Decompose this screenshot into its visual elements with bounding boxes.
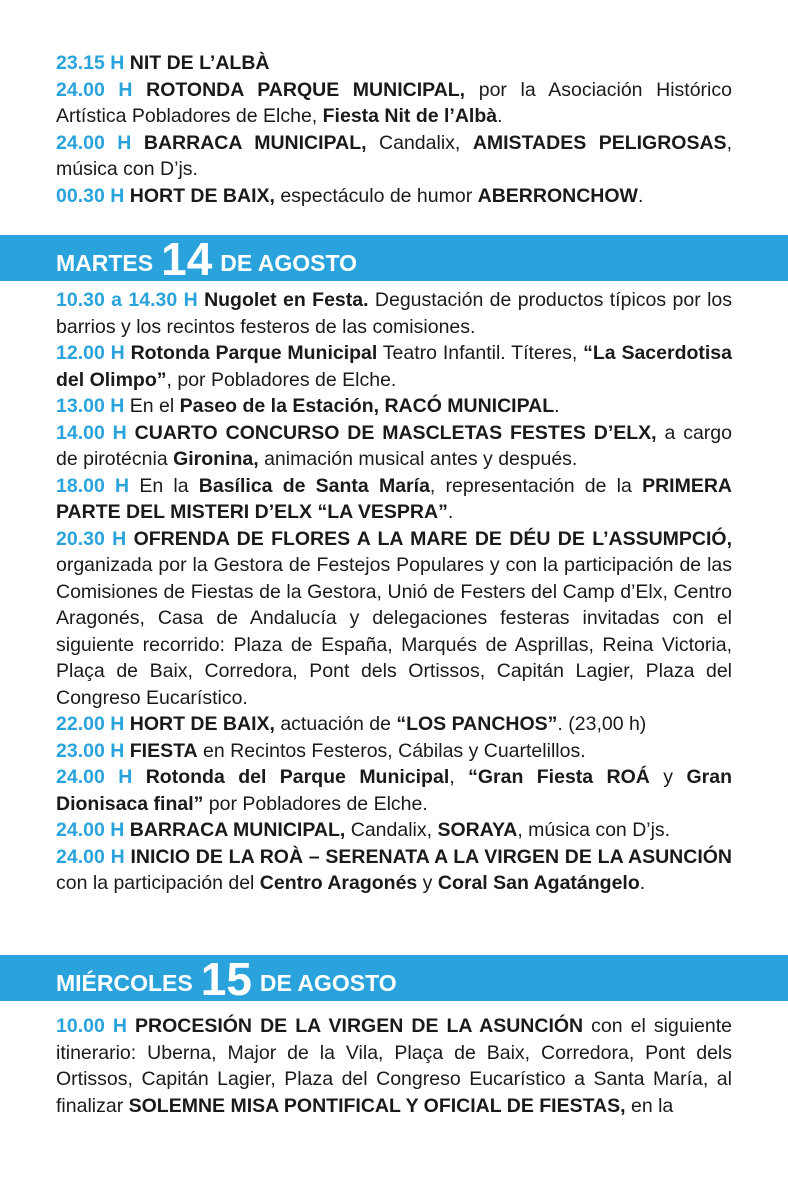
entry-highlight: BARRACA MUNICIPAL, — [129, 819, 346, 841]
entry-list-day-14 — [56, 287, 732, 897]
entry-time: 10.00 H — [56, 1015, 127, 1037]
entry-time: 12.00 H — [56, 342, 125, 364]
program-entry — [56, 844, 732, 897]
entry-text: con el siguiente itinerario: Uberna, Major de la Vila, Plaça de Baix, Corredora, Pont dels Ortissos, Capitán Lagier, Plaza del Congreso Eucarístico a Santa María, al finalizar — [56, 1015, 732, 1117]
entry-time: 20.30 H — [56, 527, 127, 550]
entry-highlight: “LOS PANCHOS” — [396, 713, 558, 735]
entry-text: a cargo de pirotécnia — [56, 421, 732, 470]
entry-time: 13.00 H — [56, 395, 125, 417]
entry-highlight: Rotonda del Parque Municipal — [145, 766, 450, 788]
entry-text: , música con D’js. — [56, 131, 732, 180]
entry-time: 14.00 H — [56, 421, 127, 444]
entry-time: 18.00 H — [56, 474, 130, 497]
entry-text: , representación de la — [429, 474, 643, 497]
entry-highlight: Fiesta Nit de l’Albà — [322, 105, 498, 127]
entry-text: En la — [139, 474, 199, 497]
entry-highlight: PROCESIÓN DE LA VIRGEN DE LA ASUNCIÓN — [135, 1015, 584, 1037]
entry-highlight: PRIMERA PARTE DEL MISTERI D’ELX “LA VESPRA” — [56, 474, 732, 523]
program-entry — [56, 50, 732, 77]
entry-text: por Pobladores de Elche. — [203, 792, 428, 815]
program-entry — [56, 340, 732, 393]
entry-time: 10.30 a 14.30 H — [56, 289, 198, 311]
entry-text: , por Pobladores de Elche. — [166, 368, 397, 391]
day-header-14 — [0, 233, 788, 285]
entry-text: por la Asociación Histórico Artística Pobladores de Elche, — [56, 78, 732, 127]
entry-highlight: CUARTO CONCURSO DE MASCLETAS FESTES D’ELX, — [134, 421, 657, 444]
program-entry — [56, 393, 732, 420]
program-entry — [56, 183, 732, 210]
entry-highlight: Coral San Agatángelo — [437, 872, 640, 894]
entry-highlight: Gironina, — [173, 448, 259, 470]
entry-text: . — [554, 395, 560, 417]
entry-highlight: ABERRONCHOW — [477, 184, 638, 207]
entry-text: . — [639, 872, 646, 894]
entry-text: . — [637, 184, 644, 207]
entry-highlight: Basílica de Santa María — [198, 474, 430, 497]
day-number: 15 — [200, 953, 252, 1005]
entry-time: 23.15 H — [56, 52, 125, 74]
entry-highlight: FIESTA — [129, 739, 198, 762]
entry-highlight: Centro Aragonés — [259, 872, 418, 894]
entry-highlight: AMISTADES PELIGROSAS — [472, 131, 727, 154]
entry-highlight: INICIO DE LA ROÀ – SERENATA A LA VIRGEN DE LA ASUNCIÓN — [130, 845, 732, 868]
entry-highlight: “Gran Fiesta ROÁ — [468, 766, 650, 788]
entry-text: actuación de — [274, 713, 397, 735]
entry-text: Candalix, — [345, 819, 438, 841]
entry-time: 24.00 H — [56, 845, 125, 868]
program-entry — [56, 473, 732, 526]
entry-text: , — [449, 766, 469, 788]
entry-time: 24.00 H — [56, 766, 133, 788]
entry-list-early — [56, 50, 732, 209]
entry-highlight: BARRACA MUNICIPAL, — [143, 131, 367, 154]
entry-highlight: Paseo de la Estación, RACÓ MUNICIPAL — [179, 395, 555, 417]
entry-text: animación musical antes y después. — [258, 448, 578, 470]
entry-text: Degustación de productos típicos por los barrios y los recintos festeros de las comisiones. — [56, 289, 733, 338]
day-weekday: MARTES — [56, 250, 154, 276]
program-entry — [56, 764, 732, 817]
program-entry — [56, 738, 732, 765]
day-weekday: MIÉRCOLES — [56, 970, 193, 996]
program-entry — [56, 420, 732, 473]
program-entry — [56, 130, 732, 183]
program-entry — [56, 1013, 732, 1119]
entry-highlight: Rotonda Parque Municipal — [130, 342, 378, 364]
entry-highlight: SOLEMNE MISA PONTIFICAL Y OFICIAL DE FIESTAS, — [128, 1094, 626, 1117]
entry-highlight: HORT DE BAIX, — [129, 713, 275, 735]
entry-highlight: NIT DE L’ALBÀ — [129, 52, 270, 74]
entry-text: . — [497, 105, 503, 127]
entry-highlight: OFRENDA DE FLORES A LA MARE DE DÉU DE L’ASSUMPCIÓ, — [133, 527, 732, 550]
entry-text: , música con D’js. — [517, 819, 671, 841]
entry-highlight: Nugolet en Festa. — [204, 289, 369, 311]
entry-text: En el — [129, 395, 180, 417]
entry-list-day-15 — [56, 1013, 732, 1119]
entry-time: 22.00 H — [56, 713, 125, 735]
program-entry — [56, 77, 732, 130]
entry-text: Teatro Infantil. Títeres, — [377, 342, 584, 364]
entry-highlight: SORAYA — [437, 819, 518, 841]
entry-time: 23.00 H — [56, 739, 125, 762]
entry-text: espectáculo de humor — [274, 184, 478, 207]
entry-text: . (23,00 h) — [557, 713, 647, 735]
entry-highlight: HORT DE BAIX, — [129, 184, 275, 207]
entry-time: 24.00 H — [56, 131, 132, 154]
program-entry — [56, 526, 732, 712]
entry-highlight: “La Sacerdotisa del Olimpo” — [56, 342, 732, 391]
entry-text: en Recintos Festeros, Cábilas y Cuartelillos. — [197, 739, 586, 762]
day-header-15 — [0, 953, 788, 1005]
entry-time: 24.00 H — [56, 78, 133, 101]
entry-text: y — [649, 766, 687, 788]
entry-time: 24.00 H — [56, 819, 125, 841]
entry-text: en la — [625, 1094, 674, 1117]
entry-text: y — [417, 872, 438, 894]
program-entry — [56, 817, 732, 844]
entry-text: con la participación del — [56, 872, 260, 894]
entry-text: . — [447, 501, 454, 523]
entry-highlight: Gran Dionisaca final” — [56, 766, 732, 815]
entry-highlight: ROTONDA PARQUE MUNICIPAL, — [146, 78, 466, 101]
day-month: DE AGOSTO — [259, 970, 397, 996]
entry-text: Candalix, — [366, 131, 473, 154]
program-entry — [56, 287, 732, 340]
entry-text: organizada por la Gestora de Festejos Populares y con la participación de las Comisiones de Fiestas de la Gestora, Unió de Festers del Camp d’Elx, Centro Aragonés, Casa de Andalucía y delegaciones festeras invitadas con el siguiente recorrido: Plaza de España, Marqués de Asprillas, Reina Victoria, Plaça de Baix, Corredora, Pont dels Ortissos, Capitán Lagier, Plaza del Congreso Eucarístico. — [56, 554, 732, 709]
day-number: 14 — [161, 233, 213, 285]
program-entry — [56, 711, 732, 738]
entry-time: 00.30 H — [56, 184, 125, 207]
day-month: DE AGOSTO — [220, 250, 358, 276]
